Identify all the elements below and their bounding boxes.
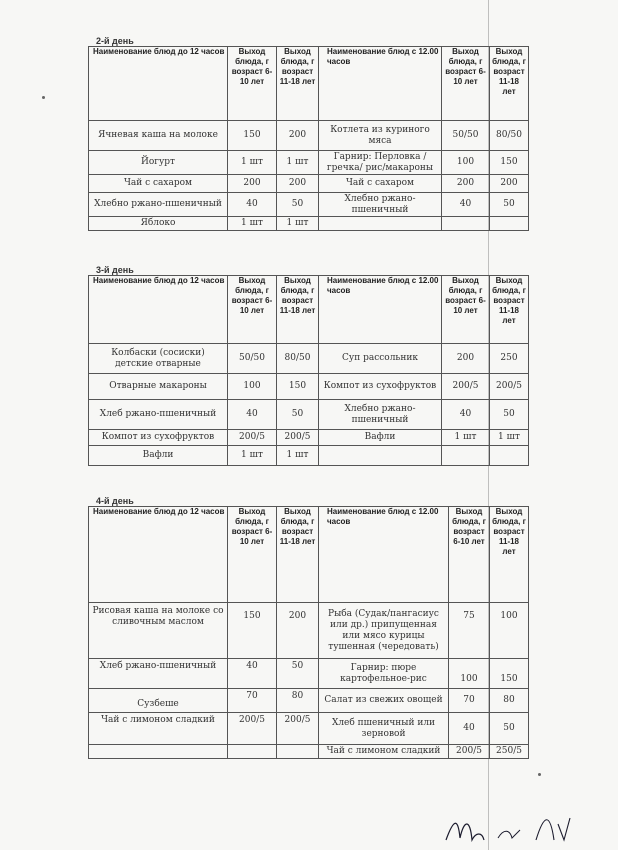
dish-noon: Чай с сахаром bbox=[319, 175, 442, 193]
output-young: 200 bbox=[442, 175, 490, 193]
table-row bbox=[89, 151, 529, 175]
output-young: 200/5 bbox=[442, 374, 490, 400]
header-output-old: Выход блюда, г возраст 11-18 лет bbox=[490, 276, 529, 344]
dish-noon: Рыба (Судак/пангасиус или др.) припущенная или мясо курицы тушенная (чередовать) bbox=[319, 603, 449, 659]
table-row bbox=[89, 659, 529, 689]
output-young: 40 bbox=[442, 400, 490, 430]
header-name-morning: Наименование блюд до 12 часов bbox=[89, 47, 228, 121]
output-young: 40 bbox=[442, 193, 490, 217]
header-output-young: Выход блюда, г возраст 6-10 лет bbox=[442, 276, 490, 344]
output-old: 50 bbox=[277, 193, 319, 217]
output-old: 150 bbox=[490, 151, 529, 175]
dish-morning: Ячневая каша на молоке bbox=[89, 121, 228, 151]
output-young: 150 bbox=[228, 121, 277, 151]
dish-noon: Хлебно ржано-пшеничный bbox=[319, 400, 442, 430]
table-row bbox=[89, 374, 529, 400]
dish-morning: Йогурт bbox=[89, 151, 228, 175]
output-young: 40 bbox=[228, 659, 277, 689]
header-name-noon: Наименование блюд с 12.00 часов bbox=[319, 47, 442, 121]
dish-morning: Колбаски (сосиски) детские отварные bbox=[89, 344, 228, 374]
output-young bbox=[442, 217, 490, 231]
table-row bbox=[89, 400, 529, 430]
dish-morning: Хлебно ржано-пшеничный bbox=[89, 193, 228, 217]
output-old: 50 bbox=[490, 713, 529, 745]
dish-morning: Отварные макароны bbox=[89, 374, 228, 400]
output-old: 150 bbox=[277, 374, 319, 400]
dish-noon: Хлебно ржано-пшеничный bbox=[319, 193, 442, 217]
table-row bbox=[89, 745, 529, 759]
output-old: 200/5 bbox=[277, 430, 319, 446]
table-row bbox=[89, 446, 529, 466]
table-row bbox=[89, 217, 529, 231]
table-row bbox=[89, 175, 529, 193]
header-output-young: Выход блюда, г возраст 6-10 лет bbox=[228, 276, 277, 344]
dish-noon: Салат из свежих овощей bbox=[319, 689, 449, 713]
output-old: 50 bbox=[277, 659, 319, 689]
header-output-old: Выход блюда, г возраст 11-18 лет bbox=[490, 507, 529, 603]
table-row bbox=[89, 344, 529, 374]
dish-noon: Компот из сухофруктов bbox=[319, 374, 442, 400]
table-row bbox=[89, 603, 529, 659]
output-old: 100 bbox=[490, 603, 529, 659]
dish-morning: Хлеб ржано-пшеничный bbox=[89, 400, 228, 430]
dish-morning: Чай с сахаром bbox=[89, 175, 228, 193]
output-old: 80 bbox=[277, 689, 319, 713]
dish-noon: Хлеб пшеничный или зерновой bbox=[319, 713, 449, 745]
dish-noon: Вафли bbox=[319, 430, 442, 446]
output-old: 250 bbox=[490, 344, 529, 374]
output-young bbox=[228, 745, 277, 759]
header-output-old: Выход блюда, г возраст 11-18 лет bbox=[277, 47, 319, 121]
menu-table-day-4 bbox=[88, 506, 529, 759]
dish-noon: Суп рассольник bbox=[319, 344, 442, 374]
output-young: 1 шт bbox=[228, 151, 277, 175]
dish-morning: Хлеб ржано-пшеничный bbox=[89, 659, 228, 689]
dish-noon: Котлета из куриного мяса bbox=[319, 121, 442, 151]
output-old: 150 bbox=[490, 659, 529, 689]
dish-morning: Сузбеше bbox=[89, 689, 228, 713]
output-young: 40 bbox=[228, 193, 277, 217]
scan-speck bbox=[538, 773, 541, 776]
header-output-young: Выход блюда, г возраст 6-10 лет bbox=[228, 507, 277, 603]
dish-morning bbox=[89, 745, 228, 759]
output-young: 200/5 bbox=[228, 713, 277, 745]
header-output-old: Выход блюда, г возраст 11-18 лет bbox=[277, 276, 319, 344]
output-young: 40 bbox=[228, 400, 277, 430]
dish-noon: Гарнир: Перловка / гречка/ рис/макароны bbox=[319, 151, 442, 175]
day-title: 2-й день bbox=[96, 36, 134, 46]
output-old: 1 шт bbox=[277, 151, 319, 175]
output-old: 80/50 bbox=[277, 344, 319, 374]
menu-table-day-2 bbox=[88, 46, 529, 231]
output-old: 250/5 bbox=[490, 745, 529, 759]
table-row bbox=[89, 430, 529, 446]
output-old: 50 bbox=[490, 193, 529, 217]
header-output-old: Выход блюда, г возраст 11-18 лет bbox=[490, 47, 529, 121]
output-young bbox=[442, 446, 490, 466]
menu-table-day-3 bbox=[88, 275, 529, 466]
table-row bbox=[89, 689, 529, 713]
output-young: 200 bbox=[442, 344, 490, 374]
day-title: 4-й день bbox=[96, 496, 134, 506]
output-young: 200/5 bbox=[228, 430, 277, 446]
table-row bbox=[89, 713, 529, 745]
header-name-morning: Наименование блюд до 12 часов bbox=[89, 276, 228, 344]
output-young: 1 шт bbox=[228, 217, 277, 231]
output-old: 200/5 bbox=[277, 713, 319, 745]
header-row bbox=[89, 507, 529, 603]
output-young: 200 bbox=[228, 175, 277, 193]
dish-morning: Вафли bbox=[89, 446, 228, 466]
output-young: 1 шт bbox=[228, 446, 277, 466]
dish-noon bbox=[319, 446, 442, 466]
output-young: 75 bbox=[449, 603, 490, 659]
dish-morning: Чай с лимоном сладкий bbox=[89, 713, 228, 745]
header-row bbox=[89, 47, 529, 121]
output-old: 50 bbox=[277, 400, 319, 430]
output-young: 200/5 bbox=[449, 745, 490, 759]
dish-morning: Рисовая каша на молоке со сливочным маслом bbox=[89, 603, 228, 659]
handwritten-signature bbox=[440, 810, 590, 848]
output-young: 50/50 bbox=[228, 344, 277, 374]
output-old: 80 bbox=[490, 689, 529, 713]
output-young: 1 шт bbox=[442, 430, 490, 446]
output-old: 80/50 bbox=[490, 121, 529, 151]
output-old: 200 bbox=[490, 175, 529, 193]
header-name-noon: Наименование блюд с 12.00 часов bbox=[319, 276, 442, 344]
output-young: 150 bbox=[228, 603, 277, 659]
table-row bbox=[89, 121, 529, 151]
output-old: 200 bbox=[277, 175, 319, 193]
output-old: 200 bbox=[277, 121, 319, 151]
output-old: 1 шт bbox=[490, 430, 529, 446]
dish-noon bbox=[319, 217, 442, 231]
output-old: 50 bbox=[490, 400, 529, 430]
output-old bbox=[490, 446, 529, 466]
dish-morning: Яблоко bbox=[89, 217, 228, 231]
dish-noon: Чай с лимоном сладкий bbox=[319, 745, 449, 759]
header-output-young: Выход блюда, г возраст 6-10 лет bbox=[442, 47, 490, 121]
output-young: 70 bbox=[449, 689, 490, 713]
header-output-young: Выход блюда, г возраст 6-10 лет bbox=[449, 507, 490, 603]
output-old bbox=[490, 217, 529, 231]
header-output-young: Выход блюда, г возраст 6-10 лет bbox=[228, 47, 277, 121]
header-name-morning: Наименование блюд до 12 часов bbox=[89, 507, 228, 603]
day-title: 3-й день bbox=[96, 265, 134, 275]
header-output-old: Выход блюда, г возраст 11-18 лет bbox=[277, 507, 319, 603]
output-young: 50/50 bbox=[442, 121, 490, 151]
scan-speck bbox=[42, 96, 45, 99]
output-young: 100 bbox=[228, 374, 277, 400]
output-young: 100 bbox=[442, 151, 490, 175]
output-young: 100 bbox=[449, 659, 490, 689]
dish-noon: Гарнир: пюре картофельное-рис bbox=[319, 659, 449, 689]
output-old: 200/5 bbox=[490, 374, 529, 400]
dish-morning: Компот из сухофруктов bbox=[89, 430, 228, 446]
output-old: 200 bbox=[277, 603, 319, 659]
output-old bbox=[277, 745, 319, 759]
output-young: 40 bbox=[449, 713, 490, 745]
output-old: 1 шт bbox=[277, 217, 319, 231]
output-young: 70 bbox=[228, 689, 277, 713]
table-row bbox=[89, 193, 529, 217]
output-old: 1 шт bbox=[277, 446, 319, 466]
header-row bbox=[89, 276, 529, 344]
header-name-noon: Наименование блюд с 12.00 часов bbox=[319, 507, 449, 603]
